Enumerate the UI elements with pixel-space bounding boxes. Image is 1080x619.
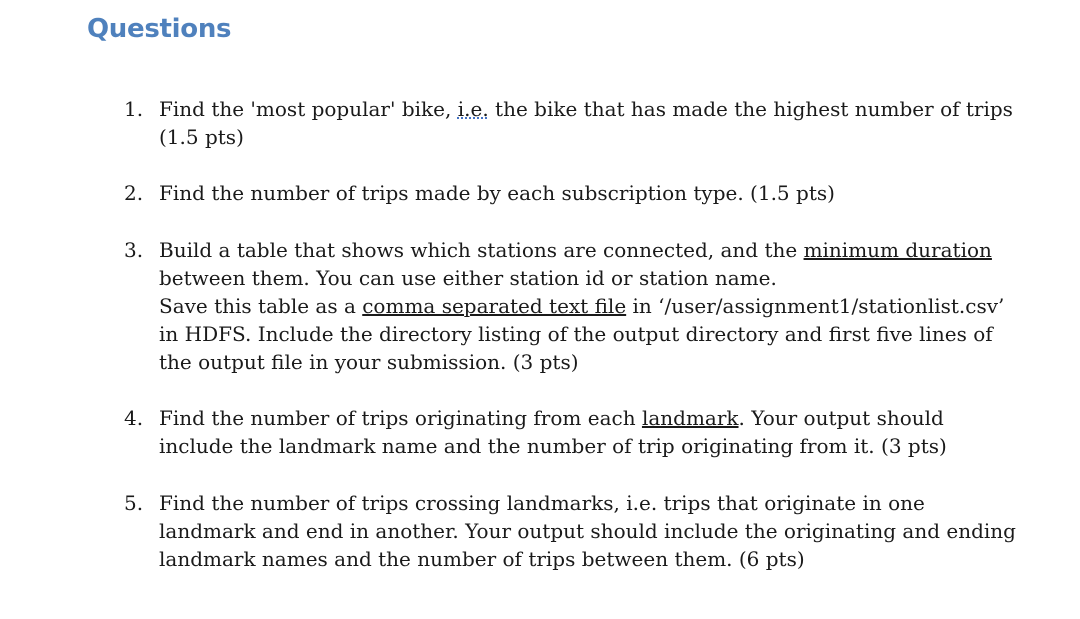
underlined-term: minimum duration	[803, 238, 992, 262]
question-line: landmark and end in another. Your output should include the originating and ending	[159, 519, 1016, 543]
text-run: Save this table as a	[159, 294, 363, 318]
question-number: 2.	[124, 181, 144, 205]
question-line: Find the number of trips made by each subscription type. (1.5 pts)	[159, 181, 835, 205]
question-line	[159, 95, 1064, 123]
section-heading: Questions	[87, 14, 232, 44]
question-text	[159, 404, 1064, 460]
question-text	[159, 236, 1064, 376]
text-run: Build a table that shows which stations are connected, and the	[159, 238, 804, 262]
question-line: between them. You can use either station id or station name.	[159, 266, 777, 290]
question-text	[159, 489, 1064, 573]
question-line: (1.5 pts)	[159, 125, 244, 149]
underlined-term: comma separated text file	[362, 294, 627, 318]
question-line	[159, 236, 1064, 264]
question-line: landmark names and the number of trips between them. (6 pts)	[159, 547, 805, 571]
text-run: Find the number of trips originating from each	[159, 406, 642, 430]
text-run: the bike that has made the highest number of trips	[488, 97, 1013, 121]
text-run: . Your output should	[738, 406, 944, 430]
question-3	[124, 236, 1064, 376]
question-number: 1.	[124, 97, 144, 121]
underlined-term: landmark	[641, 406, 739, 430]
question-line	[159, 292, 1064, 320]
question-line: in HDFS. Include the directory listing of the output directory and first five lines of	[159, 322, 993, 346]
question-2	[124, 179, 1064, 207]
question-number: 5.	[124, 491, 144, 515]
text-run: in ‘/user/assignment1/stationlist.csv’	[626, 294, 1005, 318]
text-run: Find the 'most popular' bike,	[159, 97, 458, 121]
question-1	[124, 95, 1064, 151]
question-line: include the landmark name and the number of trip originating from it. (3 pts)	[159, 434, 947, 458]
question-line: Find the number of trips crossing landmarks, i.e. trips that originate in one	[159, 491, 925, 515]
question-line	[159, 404, 1064, 432]
ie-abbreviation: i.e.	[457, 97, 489, 121]
question-number: 4.	[124, 406, 144, 430]
question-4	[124, 404, 1064, 460]
question-number: 3.	[124, 238, 144, 262]
question-text	[159, 179, 1064, 207]
question-text	[159, 95, 1064, 151]
question-line: the output file in your submission. (3 pts)	[159, 350, 579, 374]
question-5	[124, 489, 1064, 573]
